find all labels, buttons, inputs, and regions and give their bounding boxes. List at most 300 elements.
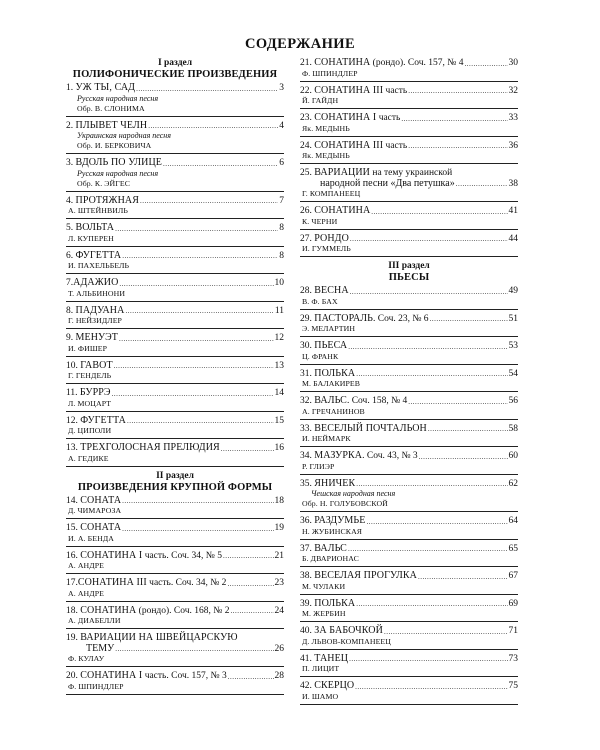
entry-name: СОНАТИНА III <box>314 139 384 151</box>
entry-number: 31. <box>300 368 315 379</box>
entry-number: 1. <box>66 83 76 93</box>
page-number: 11 <box>274 305 284 316</box>
toc-entry <box>300 681 518 705</box>
entry-title-row <box>300 599 518 610</box>
composer-credit: Б. ДВАРИОНАС <box>302 554 359 563</box>
dot-leader <box>221 444 274 454</box>
entry-title-row <box>66 278 284 289</box>
dot-leader <box>114 361 274 371</box>
page-number: 18 <box>274 495 284 506</box>
entry-title-row <box>300 341 518 352</box>
page-number: 23 <box>274 578 284 588</box>
entry-title <box>300 599 355 610</box>
toc-entry <box>66 496 284 520</box>
dot-leader <box>419 452 508 462</box>
toc-entry <box>66 606 284 630</box>
entry-name: РАЗДУМЬЕ <box>314 515 366 526</box>
dot-leader <box>408 397 507 407</box>
entry-title <box>66 578 226 589</box>
entry-detail: на тему украинской <box>369 168 453 178</box>
dot-leader <box>356 479 507 489</box>
entry-title <box>66 443 220 454</box>
dot-leader <box>122 524 273 534</box>
dot-leader <box>230 606 273 616</box>
entry-name: ПЬЕСА <box>314 340 348 351</box>
page-number: 71 <box>508 626 518 636</box>
page-number: 19 <box>274 523 284 533</box>
entry-number: 18. <box>66 605 81 616</box>
toc-entry <box>300 451 518 475</box>
entry-divider <box>66 191 284 192</box>
page-number: 14 <box>274 388 284 398</box>
dot-leader <box>428 424 508 434</box>
entry-divider <box>300 81 518 82</box>
page-number: 62 <box>508 478 518 489</box>
toc-entry <box>66 416 284 440</box>
entry-number: 22. <box>300 85 315 96</box>
dot-leader <box>355 682 507 692</box>
entry-divider <box>300 446 518 447</box>
entry-detail: . Соч. 158, № 4 <box>346 396 408 406</box>
page-number: 32 <box>508 85 518 96</box>
composer-credit: Ф. КУЛАУ <box>68 654 105 663</box>
entry-number: 5. <box>66 223 76 233</box>
page-number: 49 <box>508 286 518 296</box>
toc-entry <box>300 141 518 165</box>
dot-leader <box>371 207 507 217</box>
entry-divider <box>66 116 284 117</box>
entry-name: СОНАТИНА I <box>314 112 377 123</box>
entry-number: 37. <box>300 543 315 554</box>
dot-leader <box>350 234 508 244</box>
entry-title <box>300 168 452 179</box>
entry-divider <box>66 518 284 519</box>
entry-name: ВАРИАЦИИ <box>314 167 370 178</box>
toc-entry <box>300 369 518 393</box>
dot-leader <box>456 179 508 189</box>
page-number: 56 <box>508 396 518 406</box>
entry-number: 15. <box>66 523 81 533</box>
page-number: 24 <box>274 605 284 616</box>
entry-name: СКЕРЦО <box>314 680 355 691</box>
entry-title-row <box>66 251 284 262</box>
entry-name: АДАЖИО <box>73 277 119 288</box>
entry-number: 41. <box>300 653 315 664</box>
toc-entry <box>66 251 284 275</box>
dot-leader <box>228 672 274 682</box>
entry-title-row <box>300 286 518 297</box>
entry-name: СОНАТА <box>80 494 122 506</box>
dot-leader <box>115 644 273 654</box>
toc-entry <box>300 479 518 513</box>
dot-leader <box>430 314 508 324</box>
entry-number: 21. <box>300 58 315 68</box>
composer-credit: И. ГУММЕЛЬ <box>302 244 351 253</box>
composer-credit: Ф. ШПИНДЛЕР <box>302 68 358 78</box>
section-heading <box>66 471 284 493</box>
entry-title <box>66 306 124 317</box>
entry-title-row <box>300 479 518 490</box>
entry-title <box>66 251 121 262</box>
entry-divider <box>300 594 518 595</box>
entry-number: 19. <box>66 633 81 643</box>
page-number: 65 <box>508 543 518 554</box>
entry-continuation-row <box>300 179 518 190</box>
entry-name: ВАЛЬС <box>314 395 347 406</box>
page-number: 33 <box>508 113 518 123</box>
page-number: 58 <box>508 423 518 434</box>
entry-name: ВОЛЬТА <box>75 222 115 233</box>
page-number: 44 <box>508 233 518 244</box>
entry-number: 14. <box>66 495 81 506</box>
entry-title-row <box>300 234 518 245</box>
entry-name: МЕНУЭТ <box>75 332 118 343</box>
composer-credit: И. ПАХЕЛЬБЕЛЬ <box>68 261 130 270</box>
entry-divider <box>66 601 284 602</box>
toc-entry <box>66 578 284 602</box>
page-number: 8 <box>279 223 284 233</box>
entry-name: СОНАТИНА <box>314 205 371 216</box>
entry-number: 32. <box>300 396 315 406</box>
entry-detail: часть. Соч. 34, № 2 <box>146 578 227 588</box>
entry-detail: часть <box>383 85 408 96</box>
composer-credit: М. БАЛАКИРЕВ <box>302 379 361 388</box>
page-number: 7 <box>279 195 284 206</box>
entry-divider <box>66 301 284 302</box>
entry-number: 4. <box>66 195 76 206</box>
entry-subtitle: Русская народная песня <box>77 168 159 178</box>
entry-number: 23. <box>300 113 315 123</box>
entry-name: СОНАТА <box>80 522 122 533</box>
entry-divider <box>66 153 284 154</box>
entry-name: ГАВОТ <box>80 359 113 371</box>
entry-name: ВАЛЬС <box>314 542 347 554</box>
dot-leader <box>125 306 273 316</box>
entry-title <box>66 551 222 562</box>
entry-number: 39. <box>300 598 315 609</box>
composer-credit: И. ШАМО <box>302 691 339 701</box>
page-number: 16 <box>274 443 284 453</box>
entry-title <box>300 141 407 152</box>
entry-number: 7. <box>66 278 74 288</box>
entry-name: ТРЕХГОЛОСНАЯ ПРЕЛЮДИЯ <box>80 442 220 453</box>
entry-title <box>300 314 429 325</box>
entry-title-row <box>66 83 284 94</box>
entry-name: СОНАТИНА I <box>80 549 143 561</box>
entry-number: 11. <box>66 388 80 398</box>
composer-credit: Г. ГЕНДЕЛЬ <box>68 371 112 380</box>
page-number: 69 <box>508 598 518 609</box>
entry-name: СОНАТИНА <box>80 604 137 616</box>
toc-entry <box>300 571 518 595</box>
entry-title <box>300 206 370 217</box>
page-number: 30 <box>508 58 518 68</box>
composer-credit: Э. МЕЛАРТИН <box>302 324 356 333</box>
composer-credit: Р. ГЛИЭР <box>302 461 335 471</box>
entry-title <box>300 451 418 462</box>
entry-divider <box>66 218 284 219</box>
entry-title-row <box>66 388 284 399</box>
composer-credit: Ц. ФРАНК <box>302 351 339 361</box>
entry-title <box>300 571 417 582</box>
entry-title-row <box>66 361 284 372</box>
composer-credit: И. НЕЙМАРК <box>302 434 351 443</box>
entry-name: ВАРИАЦИИ НА ШВЕЙЦАРСКУЮ <box>80 632 238 643</box>
entry-name: УЖ ТЫ, САД <box>75 82 136 93</box>
dot-leader <box>348 544 508 554</box>
entry-title <box>300 396 407 407</box>
dot-leader <box>119 279 273 289</box>
entry-title <box>66 361 113 372</box>
entry-title-row <box>66 196 284 207</box>
toc-entry <box>66 361 284 385</box>
entry-number: 16. <box>66 550 81 561</box>
composer-credit: Як. МЕДЫНЬ <box>302 151 350 160</box>
entry-title-row <box>300 571 518 582</box>
entry-title-row <box>66 606 284 617</box>
entry-title-row <box>66 416 284 427</box>
composer-credit: А. АНДРЕ <box>68 561 105 570</box>
entry-divider <box>300 474 518 475</box>
entry-name: РОНДО <box>314 232 349 244</box>
toc-entry <box>66 196 284 220</box>
dot-leader <box>119 334 274 344</box>
dot-leader <box>349 654 507 664</box>
entry-number: 35. <box>300 478 315 489</box>
dot-leader <box>136 84 278 94</box>
entry-title <box>300 369 355 380</box>
dot-leader <box>350 287 508 297</box>
entry-name: ПОЛЬКА <box>314 367 356 379</box>
toc-entry <box>300 234 518 258</box>
page-number: 41 <box>508 206 518 216</box>
entry-continuation: ТЕМУ <box>86 642 115 654</box>
entry-number: 12. <box>66 415 81 426</box>
entry-number: 24. <box>300 140 315 151</box>
composer-credit: А. ШТЕЙНВИЛЬ <box>68 206 128 215</box>
toc-entry <box>300 544 518 568</box>
composer-credit: Л. КУПЕРЕН <box>68 233 114 243</box>
composer-credit: Й. ГАЙДН <box>302 96 339 105</box>
composer-credit: А. ГЕДИКЕ <box>68 453 109 463</box>
composer-credit: П. ЛИЦИТ <box>302 664 340 673</box>
entry-divider <box>66 546 284 547</box>
entry-number: 10. <box>66 360 81 371</box>
entry-divider <box>300 419 518 420</box>
entry-divider <box>300 256 518 257</box>
entry-name: ЯНИЧЕК <box>314 477 356 489</box>
toc-entry <box>66 278 284 302</box>
toc-entry <box>66 523 284 547</box>
entry-title-row <box>66 121 284 132</box>
entry-name: СОНАТИНА III <box>77 577 147 588</box>
entry-title <box>66 416 126 427</box>
page-number: 10 <box>274 278 284 288</box>
entry-title-row <box>66 443 284 454</box>
entry-title-row <box>300 396 518 407</box>
dot-leader <box>356 599 507 609</box>
entry-name: ФУГЕТТА <box>80 414 126 426</box>
composer-credit: Г. КОМПАНЕЕЦ <box>302 189 361 198</box>
toc-entry <box>66 333 284 357</box>
entry-name: ТАНЕЦ <box>314 652 349 664</box>
toc-entry <box>66 83 284 117</box>
entry-title <box>66 523 121 534</box>
toc-entry <box>300 206 518 230</box>
entry-number: 36. <box>300 516 315 526</box>
page-number: 73 <box>508 653 518 664</box>
entry-title-row <box>66 496 284 507</box>
dot-leader <box>366 517 507 527</box>
composer-credit: В. Ф. БАХ <box>302 296 338 306</box>
entry-title <box>66 671 227 682</box>
toc-entry <box>300 286 518 310</box>
page-title: СОДЕРЖАНИЕ <box>244 36 356 52</box>
right-column <box>300 58 518 709</box>
entry-detail: часть. Соч. 157, № 3 <box>142 671 227 681</box>
entry-title-row <box>300 516 518 527</box>
entry-number: 34. <box>300 451 315 461</box>
entry-title <box>300 424 427 435</box>
entry-title-row <box>300 113 518 124</box>
entry-continuation: народной песни «Два петушка» <box>320 177 455 189</box>
entry-name: БУРРЭ <box>79 387 111 398</box>
entry-number: 6. <box>66 250 76 261</box>
page-number: 8 <box>279 250 284 261</box>
entry-name: ВЕСЕЛЫЙ ПОЧТАЛЬОН <box>314 422 427 434</box>
entry-divider <box>66 573 284 574</box>
entry-divider <box>300 309 518 310</box>
page-number: 60 <box>508 451 518 461</box>
composer-credit: Обр. К. ЭЙГЕС <box>77 178 131 188</box>
entry-title-row <box>66 633 284 644</box>
entry-name: ПОЛЬКА <box>314 597 356 609</box>
page-number: 64 <box>508 516 518 526</box>
page-number: 26 <box>274 643 284 654</box>
dot-leader <box>122 496 273 506</box>
entry-name: ВЕСНА <box>314 285 349 296</box>
toc-entry <box>300 168 518 202</box>
section-heading <box>300 261 518 283</box>
page-number: 38 <box>508 178 518 189</box>
entry-title-row <box>66 671 284 682</box>
entry-title <box>66 158 162 169</box>
entry-divider <box>66 356 284 357</box>
toc-entry <box>300 396 518 420</box>
left-column <box>66 58 284 699</box>
entry-divider <box>300 511 518 512</box>
entry-continuation-row <box>66 644 284 655</box>
page-number: 75 <box>508 681 518 691</box>
toc-entry <box>66 388 284 412</box>
entry-number: 2. <box>66 120 76 131</box>
entry-number: 29. <box>300 313 315 324</box>
entry-number: 26. <box>300 206 315 216</box>
dot-leader <box>127 416 274 426</box>
entry-name: ПРОТЯЖНАЯ <box>75 194 139 206</box>
entry-title <box>66 333 118 344</box>
toc-entry <box>300 654 518 678</box>
section-title: ПРОИЗВЕДЕНИЯ КРУПНОЙ ФОРМЫ <box>77 481 273 493</box>
entry-title <box>66 496 121 507</box>
entry-name: ЗА БАБОЧКОЙ <box>314 625 383 636</box>
entry-title <box>66 196 139 207</box>
entry-name: СОНАТИНА <box>314 57 371 68</box>
section-title: ПЬЕСЫ <box>388 272 430 283</box>
dot-leader <box>348 342 507 352</box>
entry-name: СОНАТИНА III <box>314 84 384 96</box>
composer-credit: Ф. ШПИНДЛЕР <box>68 681 124 691</box>
entry-title-row <box>66 158 284 169</box>
page-number: 12 <box>274 333 284 343</box>
composer-credit: Д. ЧИМАРОЗА <box>68 506 122 515</box>
entry-title-row <box>300 168 518 179</box>
page-number: 28 <box>274 671 284 681</box>
entry-divider <box>300 676 518 677</box>
entry-divider <box>300 364 518 365</box>
entry-divider <box>66 438 284 439</box>
entry-name: ВЕСЕЛАЯ ПРОГУЛКА <box>314 570 417 581</box>
toc-entry <box>66 121 284 155</box>
entry-detail: (рондо). Соч. 157, № 4 <box>370 58 464 68</box>
entry-name: СОНАТИНА I <box>80 670 143 681</box>
entry-title <box>66 121 147 132</box>
entry-title <box>300 58 463 69</box>
entry-name: ПАДУАНА <box>75 304 125 316</box>
dot-leader <box>408 86 507 96</box>
entry-title-row <box>300 681 518 692</box>
entry-number: 42. <box>300 681 315 691</box>
entry-title-row <box>66 523 284 534</box>
dot-leader <box>115 224 278 234</box>
entry-title <box>300 113 400 124</box>
entry-divider <box>66 383 284 384</box>
dot-leader <box>223 551 274 561</box>
toc-entry <box>300 516 518 540</box>
entry-divider <box>66 328 284 329</box>
entry-number: 38. <box>300 571 315 581</box>
entry-divider <box>300 649 518 650</box>
entry-title <box>300 544 347 555</box>
page-number: 51 <box>508 313 518 324</box>
entry-title <box>300 286 349 297</box>
toc-entry <box>300 424 518 448</box>
composer-credit: И. ФИШЕР <box>68 343 108 353</box>
composer-credit: Л. МОЦАРТ <box>68 398 112 408</box>
toc-entry <box>300 626 518 650</box>
toc-entry <box>300 599 518 623</box>
dot-leader <box>408 141 507 151</box>
entry-title-row <box>300 544 518 555</box>
entry-title <box>66 223 114 234</box>
page-number: 21 <box>274 550 284 561</box>
page-number: 54 <box>508 368 518 379</box>
dot-leader <box>148 121 278 131</box>
entry-title-row <box>66 578 284 589</box>
entry-title-row <box>300 654 518 665</box>
page-number: 13 <box>274 360 284 371</box>
composer-credit: А. АНДРЕ <box>68 588 105 598</box>
dot-leader <box>140 196 278 206</box>
entry-subtitle: Русская народная песня <box>77 93 159 103</box>
entry-number: 3. <box>66 158 76 168</box>
entry-title-row <box>300 314 518 325</box>
entry-divider <box>66 411 284 412</box>
entry-title-row <box>66 306 284 317</box>
entry-title <box>66 606 229 617</box>
dot-leader <box>122 251 278 261</box>
entry-title-row <box>300 626 518 637</box>
